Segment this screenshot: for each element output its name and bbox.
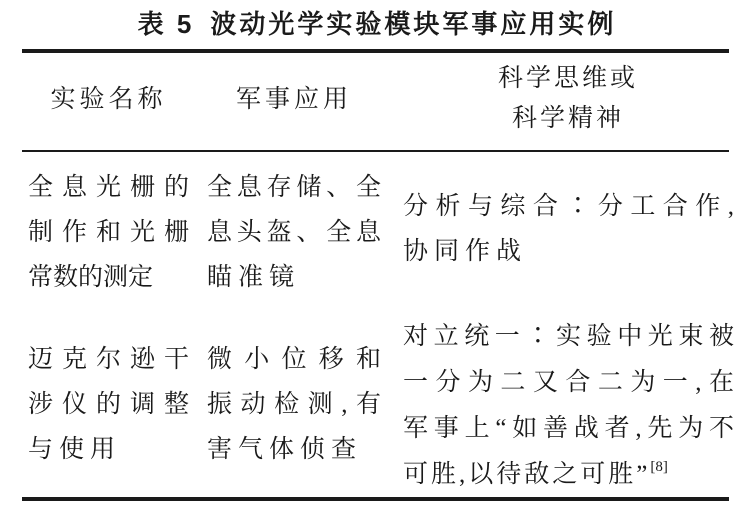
cell-line: 全息存储、全 bbox=[207, 174, 381, 201]
column-header-spirit-line2: 科学精神 bbox=[511, 105, 624, 132]
table-top-rule bbox=[22, 49, 729, 53]
citation-ref: [8] bbox=[650, 458, 668, 475]
cell-line: 振动检测,有 bbox=[207, 391, 381, 418]
cell-line: 协同作战 bbox=[403, 238, 528, 265]
table-caption bbox=[0, 4, 754, 41]
column-header-application: 军事应用 bbox=[235, 86, 352, 113]
cell-line: 军事上“如善战者,先为不 bbox=[403, 415, 734, 442]
cell-row1-experiment bbox=[28, 165, 189, 300]
cell-line: 瞄准镜 bbox=[207, 264, 301, 291]
cell-line: 全息光栅的 bbox=[28, 174, 189, 201]
cell-line-text: 可胜,以待敌之可胜” bbox=[403, 461, 651, 488]
cell-line bbox=[403, 452, 734, 498]
cell-line: 微小位移和 bbox=[207, 346, 381, 373]
cell-row2-spirit bbox=[403, 314, 734, 498]
cell-line: 一分为二又合二为一,在 bbox=[403, 369, 734, 396]
table-header-rule bbox=[22, 150, 729, 152]
cell-line: 迈克尔逊干 bbox=[28, 346, 189, 373]
cell-line: 害气体侦查 bbox=[207, 436, 363, 463]
table-caption-text: 波动光学实验模块军事应用实例 bbox=[210, 9, 617, 39]
cell-line: 对立统一∶实验中光束被 bbox=[403, 323, 734, 350]
cell-row2-application bbox=[207, 337, 381, 472]
cell-line: 息头盔、全息 bbox=[207, 219, 381, 246]
cell-row2-experiment bbox=[28, 337, 189, 472]
cell-line: 制作和光栅 bbox=[28, 219, 189, 246]
table-bottom-rule bbox=[22, 497, 729, 501]
column-header-experiment: 实验名称 bbox=[50, 86, 167, 113]
cell-line: 分析与综合∶分工合作, bbox=[403, 193, 734, 220]
cell-line: 涉仪的调整 bbox=[28, 391, 189, 418]
cell-row1-spirit bbox=[403, 184, 734, 274]
column-header-spirit bbox=[403, 59, 733, 139]
cell-row1-application bbox=[207, 165, 381, 300]
cell-line: 与使用 bbox=[28, 436, 122, 463]
table-number: 表 5 bbox=[137, 9, 195, 39]
cell-line: 常数的测定 bbox=[28, 264, 154, 291]
column-header-spirit-line1: 科学思维或 bbox=[497, 65, 638, 92]
